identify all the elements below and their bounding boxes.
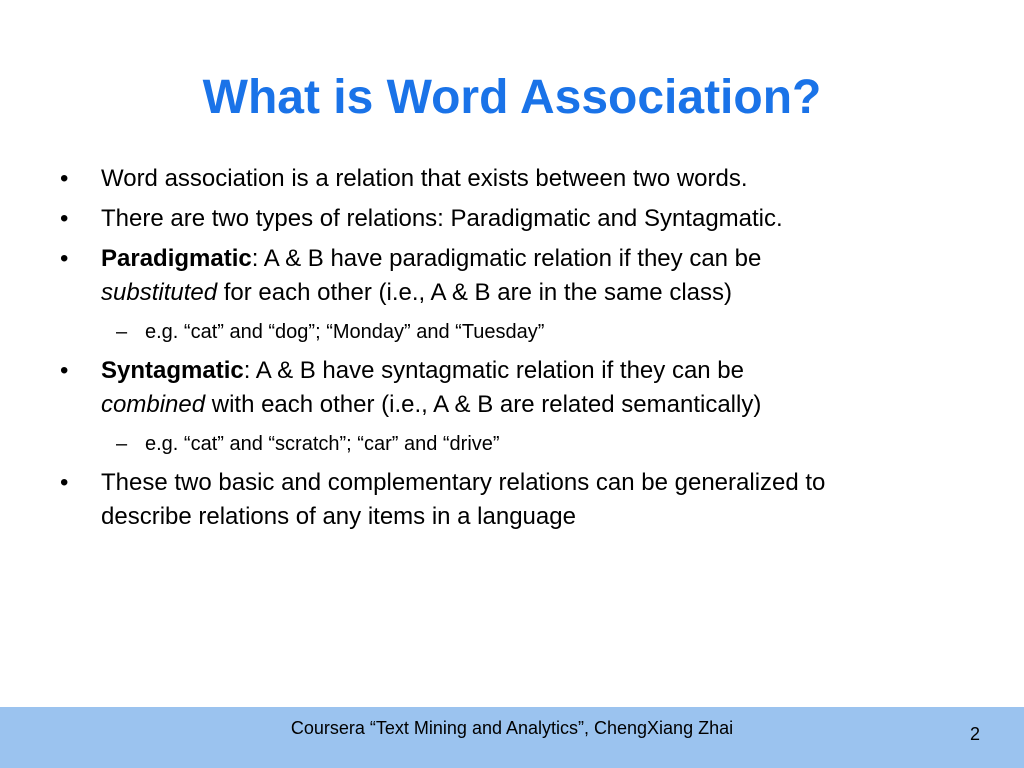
bullet-text <box>101 466 981 534</box>
footer-credit: Coursera “Text Mining and Analytics”, ChengXiang Zhai <box>290 718 734 738</box>
definition-part-b: with each other (i.e., A & B are related semantically) <box>205 391 762 418</box>
definition-part-a: : A & B have syntagmatic relation if they can be <box>243 357 745 384</box>
bullet-dot: • <box>60 357 69 384</box>
bullet-text <box>101 354 981 422</box>
sub-bullet-dash: – <box>116 433 128 455</box>
example-text: e.g. “cat” and “scratch”; “car” and “drive” <box>145 433 500 455</box>
term-syntagmatic: Syntagmatic <box>101 357 244 384</box>
bullet-dot: • <box>60 205 69 232</box>
example-text: e.g. “cat” and “dog”; “Monday” and “Tuesday” <box>145 321 545 343</box>
page-number: 2 <box>970 724 981 744</box>
bullet-text <box>101 242 981 310</box>
term-paradigmatic: Paradigmatic <box>101 245 252 272</box>
slide-footer <box>0 707 1024 768</box>
sub-bullet-dash: – <box>116 321 128 343</box>
definition-part-b: for each other (i.e., A & B are in the same class) <box>217 279 732 306</box>
emphasis-substituted: substituted <box>101 279 218 306</box>
bullet-line-2: describe relations of any items in a language <box>101 503 576 530</box>
definition-part-a: : A & B have paradigmatic relation if they can be <box>251 245 762 272</box>
bullet-text: Word association is a relation that exists between two words. <box>101 165 748 192</box>
bullet-line-1: These two basic and complementary relations can be generalized to <box>101 469 826 496</box>
bullet-text: There are two types of relations: Paradigmatic and Syntagmatic. <box>101 205 783 232</box>
bullet-dot: • <box>60 165 69 192</box>
slide-title: What is Word Association? <box>202 71 822 124</box>
bullet-dot: • <box>60 245 69 272</box>
emphasis-combined: combined <box>101 391 206 418</box>
bullet-dot: • <box>60 469 69 496</box>
